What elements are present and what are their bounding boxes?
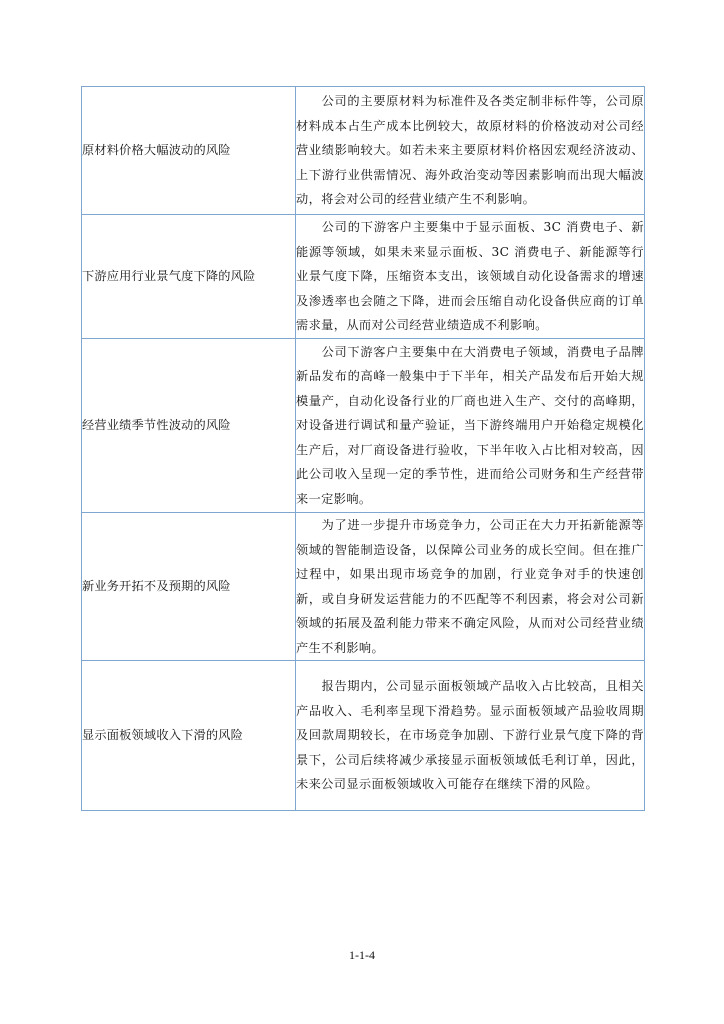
risk-description-cell: 为了进一步提升市场竞争力，公司正在大力开拓新能源等领域的智能制造设备，以保障公司业务的成长空间。但在推广过程中，如果出现市场竞争的加剧，行业竞争对手的快速创新，或自身研发运营能力的不匹配等不利因素，将会对公司新领域的拓展及盈利能力带来不确定风险，从而对公司经营业绩产生不利影响。 xyxy=(296,513,645,661)
table-row xyxy=(82,87,645,215)
table-row xyxy=(82,215,645,339)
risk-name-cell: 原材料价格大幅波动的风险 xyxy=(82,87,296,215)
table-row xyxy=(82,513,645,661)
risk-description-cell: 公司的主要原材料为标准件及各类定制非标件等，公司原材料成本占生产成本比例较大，故原材料的价格波动对公司经营业绩影响较大。如若未来主要原材料价格因宏观经济波动、上下游行业供需情况、海外政治变动等因素影响而出现大幅波动，将会对公司的经营业绩产生不利影响。 xyxy=(296,87,645,215)
risk-description-cell: 公司下游客户主要集中在大消费电子领域，消费电子品牌新品发布的高峰一般集中于下半年，相关产品发布后开始大规模量产，自动化设备行业的厂商也进入生产、交付的高峰期，对设备进行调试和量产验证，当下游终端用户开始稳定规模化生产后，对厂商设备进行验收，下半年收入占比相对较高，因此公司收入呈现一定的季节性，进而给公司财务和生产经营带来一定影响。 xyxy=(296,339,645,513)
risk-name-cell: 显示面板领域收入下滑的风险 xyxy=(82,661,296,811)
table-row xyxy=(82,661,645,811)
page-number: 1-1-4 xyxy=(349,948,375,962)
risk-name-cell: 下游应用行业景气度下降的风险 xyxy=(82,215,296,339)
risk-factors-table xyxy=(81,86,645,811)
risk-name-cell: 经营业绩季节性波动的风险 xyxy=(82,339,296,513)
risk-description-cell: 报告期内，公司显示面板领域产品收入占比较高，且相关产品收入、毛利率呈现下滑趋势。显示面板领域产品验收周期及回款周期较长，在市场竞争加剧、下游行业景气度下降的背景下，公司后续将减少承接显示面板领域低毛利订单，因此，未来公司显示面板领域收入可能存在继续下滑的风险。 xyxy=(296,661,645,811)
risk-description-cell: 公司的下游客户主要集中于显示面板、3C 消费电子、新能源等领域，如果未来显示面板、3C 消费电子、新能源等行业景气度下降，压缩资本支出，该领域自动化设备需求的增速及渗透率也会随之下降，进而会压缩自动化设备供应商的订单需求量，从而对公司经营业绩造成不利影响。 xyxy=(296,215,645,339)
risk-name-cell: 新业务开拓不及预期的风险 xyxy=(82,513,296,661)
table-row xyxy=(82,339,645,513)
